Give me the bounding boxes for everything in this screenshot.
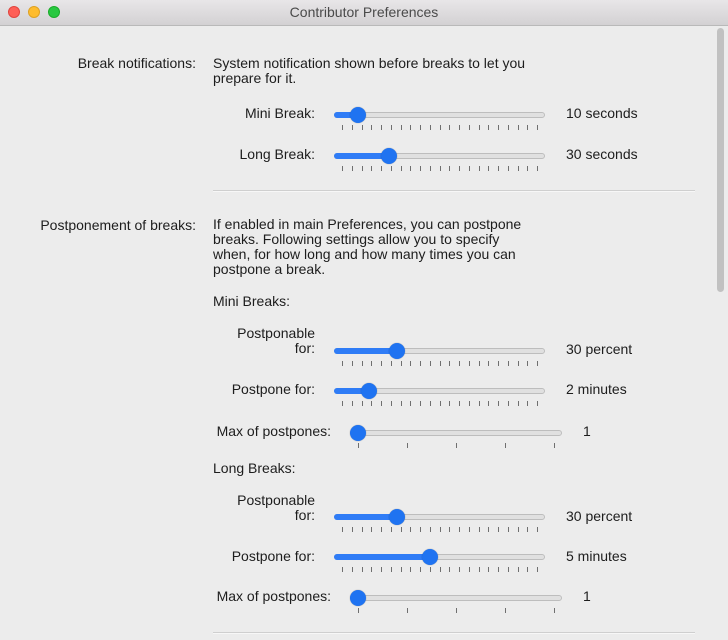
slider-tick <box>459 401 460 406</box>
slider-tick <box>498 401 499 406</box>
long-max-postpones-slider[interactable] <box>350 589 562 615</box>
slider-tick <box>342 527 343 532</box>
slider-tick <box>430 166 431 171</box>
slider-track <box>334 112 545 118</box>
mini-postpone-for-slider[interactable] <box>334 382 545 408</box>
slider-tick <box>410 125 411 130</box>
slider-tick <box>401 361 402 366</box>
slider-tick <box>459 567 460 572</box>
slider-tick <box>479 401 480 406</box>
title-bar <box>0 0 728 26</box>
slider-tick <box>488 401 489 406</box>
slider-knob[interactable] <box>350 590 366 606</box>
slider-tick <box>420 166 421 171</box>
slider-tick <box>430 567 431 572</box>
slider-knob[interactable] <box>389 509 405 525</box>
vertical-scrollbar[interactable] <box>714 26 728 640</box>
long-break-label: Long Break: <box>239 146 315 162</box>
slider-tick <box>381 401 382 406</box>
slider-track <box>350 430 562 436</box>
slider-tick <box>342 125 343 130</box>
long-postponable-slider[interactable] <box>334 508 545 534</box>
desc-line: postpone a break. <box>213 261 326 277</box>
slider-tick <box>420 361 421 366</box>
slider-tick <box>371 166 372 171</box>
slider-tick <box>456 608 457 613</box>
slider-tick <box>381 125 382 130</box>
slider-tick <box>401 527 402 532</box>
slider-tick <box>371 567 372 572</box>
slider-tick <box>362 361 363 366</box>
slider-tick <box>518 527 519 532</box>
slider-tick <box>420 527 421 532</box>
slider-tick <box>352 401 353 406</box>
slider-tick <box>401 125 402 130</box>
slider-tick <box>508 401 509 406</box>
slider-knob[interactable] <box>389 343 405 359</box>
slider-tick <box>342 361 343 366</box>
slider-tick <box>381 166 382 171</box>
slider-tick <box>449 527 450 532</box>
slider-tick <box>469 401 470 406</box>
slider-tick <box>371 125 372 130</box>
slider-tick <box>527 166 528 171</box>
slider-tick <box>479 527 480 532</box>
slider-tick <box>440 361 441 366</box>
slider-tick <box>537 527 538 532</box>
long-postpone-for-value: 5 minutes <box>566 548 627 564</box>
slider-tick <box>469 567 470 572</box>
slider-knob[interactable] <box>350 425 366 441</box>
slider-tick <box>440 401 441 406</box>
slider-tick <box>362 125 363 130</box>
slider-tick <box>537 401 538 406</box>
postponement-label: Postponement of breaks: <box>40 217 196 233</box>
long-postponable-value: 30 percent <box>566 508 633 524</box>
slider-tick <box>505 608 506 613</box>
slider-knob[interactable] <box>381 148 397 164</box>
break-notifications-label: Break notifications: <box>77 55 196 71</box>
label-line: Postponable <box>237 492 315 508</box>
slider-tick <box>407 608 408 613</box>
mini-break-label: Mini Break: <box>244 105 315 121</box>
slider-tick <box>518 166 519 171</box>
mini-max-postpones-slider[interactable] <box>350 424 562 450</box>
long-postponable-label <box>200 493 315 523</box>
slider-tick <box>391 527 392 532</box>
slider-tick <box>449 125 450 130</box>
slider-tick <box>449 567 450 572</box>
slider-tick <box>440 567 441 572</box>
slider-tick <box>391 567 392 572</box>
slider-knob[interactable] <box>361 383 377 399</box>
mini-max-postpones-value: 1 <box>583 423 591 439</box>
slider-tick <box>358 608 359 613</box>
long-max-postpones-label: Max of postpones: <box>216 588 331 604</box>
mini-max-postpones-label: Max of postpones: <box>216 423 331 439</box>
slider-tick <box>381 567 382 572</box>
slider-tick <box>430 125 431 130</box>
slider-tick <box>410 361 411 366</box>
slider-tick <box>410 166 411 171</box>
slider-tick <box>527 361 528 366</box>
slider-tick <box>362 166 363 171</box>
slider-tick <box>362 567 363 572</box>
slider-tick <box>518 567 519 572</box>
mini-postpone-for-value: 2 minutes <box>566 381 627 397</box>
slider-tick <box>469 125 470 130</box>
slider-tick <box>537 567 538 572</box>
slider-tick <box>508 361 509 366</box>
slider-tick <box>527 125 528 130</box>
section-divider <box>213 190 695 192</box>
mini-break-slider[interactable] <box>334 106 545 132</box>
mini-breaks-heading: Mini Breaks: <box>213 293 291 309</box>
slider-tick <box>518 361 519 366</box>
slider-tick <box>498 361 499 366</box>
slider-tick <box>352 166 353 171</box>
slider-tick <box>352 361 353 366</box>
slider-tick <box>459 527 460 532</box>
slider-tick <box>391 401 392 406</box>
slider-tick <box>479 125 480 130</box>
slider-tick <box>518 401 519 406</box>
slider-tick <box>362 527 363 532</box>
slider-tick <box>527 401 528 406</box>
slider-tick <box>498 527 499 532</box>
break-notifications-description <box>213 56 525 86</box>
slider-tick <box>498 125 499 130</box>
long-break-slider[interactable] <box>334 147 545 173</box>
slider-tick <box>479 361 480 366</box>
slider-tick <box>401 567 402 572</box>
desc-line: If enabled in main Preferences, you can postpone <box>213 216 522 232</box>
mini-postponable-label <box>200 326 315 356</box>
slider-tick <box>391 361 392 366</box>
long-breaks-heading: Long Breaks: <box>213 460 296 476</box>
mini-postpone-for-label: Postpone for: <box>231 381 315 397</box>
slider-tick <box>342 401 343 406</box>
mini-break-value: 10 seconds <box>566 105 638 121</box>
slider-tick <box>420 567 421 572</box>
slider-tick <box>440 125 441 130</box>
slider-tick <box>488 166 489 171</box>
slider-tick <box>527 527 528 532</box>
slider-tick <box>498 567 499 572</box>
slider-tick <box>430 401 431 406</box>
postponement-description <box>213 217 521 277</box>
window-title: Contributor Preferences <box>289 4 439 20</box>
slider-tick <box>518 125 519 130</box>
slider-tick <box>488 361 489 366</box>
slider-tick <box>391 125 392 130</box>
slider-tick <box>430 527 431 532</box>
label-line: for: <box>294 507 315 523</box>
slider-tick <box>508 567 509 572</box>
long-break-value: 30 seconds <box>566 146 638 162</box>
slider-tick <box>410 527 411 532</box>
slider-tick <box>505 443 506 448</box>
slider-knob[interactable] <box>422 549 438 565</box>
slider-tick <box>342 567 343 572</box>
slider-tick <box>537 125 538 130</box>
slider-tick <box>420 401 421 406</box>
slider-tick <box>440 166 441 171</box>
slider-tick <box>554 443 555 448</box>
slider-tick <box>479 166 480 171</box>
desc-line: prepare for it. <box>213 70 297 86</box>
desc-line: when, for how long and how many times you can <box>213 246 516 262</box>
mini-postponable-slider[interactable] <box>334 342 545 368</box>
slider-tick <box>469 361 470 366</box>
long-max-postpones-value: 1 <box>583 588 591 604</box>
slider-tick <box>459 361 460 366</box>
slider-tick <box>488 527 489 532</box>
desc-line: System notification shown before breaks to let you <box>213 55 526 71</box>
slider-track <box>350 595 562 601</box>
slider-knob[interactable] <box>350 107 366 123</box>
scrollbar-thumb[interactable] <box>717 28 724 292</box>
slider-tick <box>479 567 480 572</box>
slider-tick <box>498 166 499 171</box>
long-postpone-for-slider[interactable] <box>334 548 545 574</box>
slider-tick <box>469 527 470 532</box>
desc-line: breaks. Following settings allow you to specify <box>213 231 500 247</box>
slider-tick <box>449 166 450 171</box>
slider-tick <box>410 401 411 406</box>
slider-tick <box>362 401 363 406</box>
label-line: Postponable <box>237 325 315 341</box>
slider-tick <box>488 567 489 572</box>
slider-tick <box>469 166 470 171</box>
slider-tick <box>459 125 460 130</box>
slider-tick <box>449 361 450 366</box>
slider-tick <box>342 166 343 171</box>
slider-tick <box>358 443 359 448</box>
slider-tick <box>352 125 353 130</box>
slider-tick <box>537 166 538 171</box>
slider-tick <box>371 401 372 406</box>
slider-tick <box>371 361 372 366</box>
mini-postponable-value: 30 percent <box>566 341 633 357</box>
slider-fill <box>334 554 432 560</box>
slider-tick <box>401 401 402 406</box>
slider-tick <box>527 567 528 572</box>
slider-tick <box>410 567 411 572</box>
slider-tick <box>381 361 382 366</box>
long-postpone-for-label: Postpone for: <box>231 548 315 564</box>
slider-tick <box>508 527 509 532</box>
slider-tick <box>381 527 382 532</box>
slider-tick <box>407 443 408 448</box>
slider-tick <box>352 567 353 572</box>
slider-tick <box>537 361 538 366</box>
slider-tick <box>352 527 353 532</box>
slider-tick <box>488 125 489 130</box>
slider-tick <box>440 527 441 532</box>
slider-tick <box>430 361 431 366</box>
label-line: for: <box>294 340 315 356</box>
slider-tick <box>456 443 457 448</box>
slider-tick <box>459 166 460 171</box>
slider-tick <box>449 401 450 406</box>
slider-tick <box>401 166 402 171</box>
slider-tick <box>420 125 421 130</box>
slider-tick <box>371 527 372 532</box>
slider-tick <box>554 608 555 613</box>
slider-tick <box>508 125 509 130</box>
section-divider <box>213 632 695 634</box>
slider-tick <box>391 166 392 171</box>
slider-tick <box>508 166 509 171</box>
